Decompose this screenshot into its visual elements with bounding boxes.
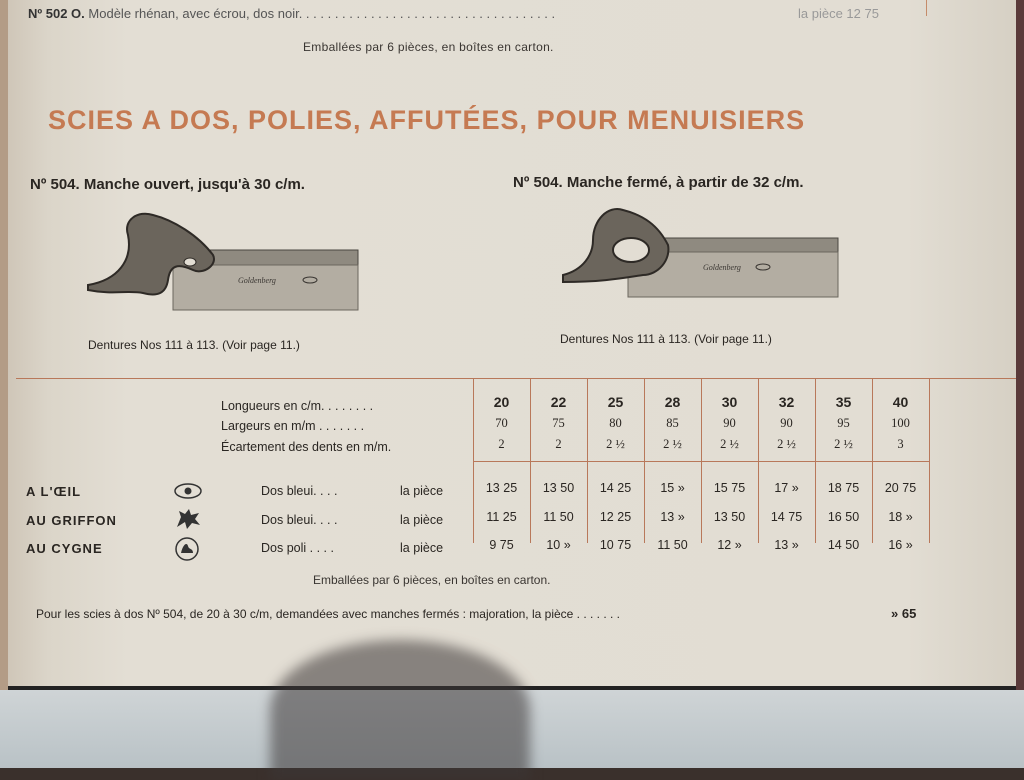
brand-cygne: AU CYGNE [26, 541, 103, 556]
row-label-spacing: Écartement des dents en m/m. [221, 440, 392, 454]
width-cell: 95 [837, 416, 850, 430]
spacing-cell: 2 ½ [720, 437, 739, 451]
section-title: SCIES A DOS, POLIES, AFFUTÉES, POUR MENUISIERS [48, 105, 806, 135]
packing-note-bottom: Emballées par 6 pièces, en boîtes en carton. [313, 573, 551, 587]
desc-row-2: Dos bleui. . . . [261, 513, 338, 527]
price-cell: 12 » [717, 538, 742, 552]
col-rule [929, 378, 930, 543]
price-cell: 9 75 [489, 538, 514, 552]
length-cell: 20 [493, 394, 510, 410]
right-product-heading: Nº 504. Manche fermé, à partir de 32 c/m. [513, 174, 804, 191]
price-cell: 11 25 [486, 510, 517, 524]
top-item-text: Modèle rhénan, avec écrou, dos noir. . . . . . . . . . . . . . . . . . . . . . . . . . . . . . . . . . . . [88, 6, 556, 21]
price-cell: 13 » [660, 510, 685, 524]
footnote: Pour les scies à dos Nº 504, de 20 à 30 c/m, demandées avec manches fermés : majoration, la pièce . . . . . . . [36, 607, 621, 621]
price-cell: 15 » [660, 481, 685, 495]
price-cell: 16 » [888, 538, 913, 552]
top-rule [926, 0, 927, 16]
price-cell: 14 75 [770, 510, 803, 524]
spacing-cell: 2 ½ [663, 437, 682, 451]
left-product-heading: Nº 504. Manche ouvert, jusqu'à 30 c/m. [30, 176, 305, 193]
right-saw-engraving: Goldenberg [703, 263, 741, 272]
row-label-width: Largeurs en m/m . . . . . . . [221, 419, 365, 433]
width-cell: 70 [495, 416, 508, 430]
book-spine-edge [1016, 0, 1024, 690]
row-label-length: Longueurs en c/m. . . . . . . . [221, 399, 374, 413]
unit-row-2: la pièce [400, 513, 444, 527]
left-teeth-note: Dentures Nos 111 à 113. (Voir page 11.) [88, 338, 300, 352]
spacing-cell: 2 ½ [777, 437, 796, 451]
eye-icon [173, 481, 203, 501]
brand-oeil: A L'ŒIL [26, 484, 82, 499]
width-cell: 75 [552, 416, 565, 430]
price-cell: 11 50 [657, 538, 688, 552]
width-cell: 85 [666, 416, 679, 430]
hand-shadow [270, 640, 530, 780]
griffin-icon [173, 507, 203, 531]
width-cell: 100 [891, 416, 910, 430]
spacing-cell: 2 ½ [606, 437, 625, 451]
width-cell: 90 [723, 416, 736, 430]
length-cell: 28 [664, 394, 681, 410]
price-cell: 11 50 [543, 510, 574, 524]
unit-row-1: la pièce [400, 484, 444, 498]
price-cell: 10 » [546, 538, 571, 552]
price-cell: 13 50 [713, 510, 746, 524]
open-handle-saw-illustration [78, 205, 368, 315]
spacing-cell: 3 [897, 437, 904, 451]
price-cell: 12 25 [599, 510, 632, 524]
brand-griffon: AU GRIFFON [26, 513, 117, 528]
price-cell: 13 » [774, 538, 799, 552]
length-cell: 35 [835, 394, 852, 410]
length-cell: 30 [721, 394, 738, 410]
width-cell: 80 [609, 416, 622, 430]
catalog-page [8, 0, 1016, 686]
length-cell: 40 [892, 394, 909, 410]
price-cell: 14 25 [599, 481, 632, 495]
right-teeth-note: Dentures Nos 111 à 113. (Voir page 11.) [560, 332, 772, 346]
price-cell: 10 75 [599, 538, 632, 552]
width-cell: 90 [780, 416, 793, 430]
unit-row-3: la pièce [400, 541, 444, 555]
packing-note-top: Emballées par 6 pièces, en boîtes en carton. [303, 40, 554, 54]
price-cell: 13 25 [485, 481, 518, 495]
top-item-number: Nº 502 O. [28, 6, 85, 21]
price-cell: 17 » [774, 481, 799, 495]
top-item-price: la pièce 12 75 [798, 6, 879, 21]
closed-handle-saw-illustration [553, 200, 843, 305]
desc-row-1: Dos bleui. . . . [261, 484, 338, 498]
footnote-price: » 65 [891, 606, 917, 621]
desc-row-3: Dos poli . . . . [261, 541, 334, 555]
top-item-line [28, 6, 555, 21]
length-cell: 32 [778, 394, 795, 410]
price-cell: 20 75 [884, 481, 917, 495]
spacing-cell: 2 ½ [834, 437, 853, 451]
price-table-grid [473, 378, 930, 552]
spacing-cell: 2 [498, 437, 505, 451]
price-cell: 13 50 [542, 481, 575, 495]
left-saw-engraving: Goldenberg [238, 276, 276, 285]
length-cell: 22 [550, 394, 567, 410]
price-cell: 18 75 [827, 481, 860, 495]
swan-icon [173, 536, 201, 562]
price-cell: 18 » [888, 510, 913, 524]
price-cell: 14 50 [827, 538, 860, 552]
spacing-cell: 2 [555, 437, 562, 451]
price-cell: 16 50 [827, 510, 860, 524]
length-cell: 25 [607, 394, 624, 410]
price-cell: 15 75 [713, 481, 746, 495]
